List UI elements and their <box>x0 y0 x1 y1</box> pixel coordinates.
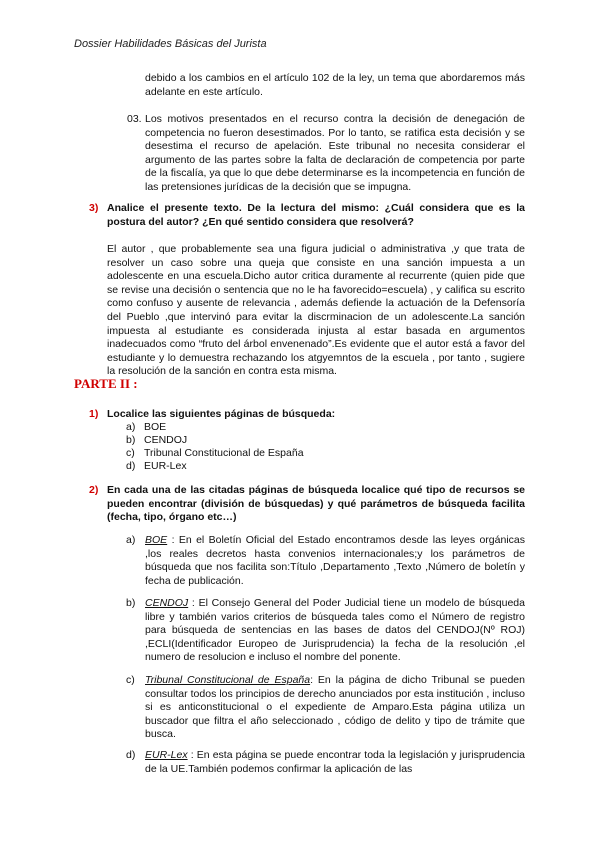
answer-d-label: d) <box>126 749 136 761</box>
list-item <box>126 421 166 435</box>
list-item <box>126 434 187 448</box>
question-1-number: 1) <box>89 408 99 420</box>
document-header: Dossier Habilidades Básicas del Jurista <box>74 38 267 50</box>
answer-a-text <box>145 534 525 588</box>
list-item-text: BOE <box>144 421 167 433</box>
list-item-text: CENDOJ <box>144 434 188 446</box>
list-item <box>126 447 304 461</box>
answer-b-body: : El Consejo General del Poder Judicial tiene un modelo de búsqueda libre y también varios criterios de búsqueda tales como el Número de registro para búsqueda de sentencias en las bases de datos del CENDOJ(Nº ROJ) ,ECLI(Identificador Europeo de Jurisprudencia) la fecha de la resolución ,el numero de resolucion e incluso el nombre del ponente. <box>145 597 525 664</box>
list-item-text: Tribunal Constitucional de España <box>144 447 304 459</box>
answer-c-text <box>145 674 525 742</box>
continuation-paragraph: debido a los cambios en el artículo 102 de la ley, un tema que abordaremos más adelante en este artículo. <box>145 72 525 98</box>
list-item-label: a) <box>126 421 136 433</box>
answer-a-body: : En el Boletín Oficial del Estado encontramos desde las leyes orgánicas ,los reales decretos hasta convenios internacionales;y los parámetros de búsqueda que nos facilita son:Título ,Departamento ,Texto ,Número de boletín y fecha de publicación. <box>145 534 525 587</box>
question-2-number: 2) <box>89 484 99 496</box>
item-03-text: Los motivos presentados en el recurso contra la decisión de denegación de competencia no fueron desestimados. Por lo tanto, se ratifica esta decisión y se desestima el recurso de apelación. Este tribunal no necesita considerar el argumento de las partes sobre la falta de declaración de competencia por parte de la fiscalía, ya que lo que debe determinarse es la incompetencia en función de las pretensiones jurídicas de la decisión que se impugna. <box>145 113 525 193</box>
question-3-number: 3) <box>89 202 99 214</box>
answer-b-label: b) <box>126 597 136 609</box>
answer-b-term: CENDOJ <box>145 597 189 609</box>
answer-b-text <box>145 597 525 665</box>
answer-d-term: EUR-Lex <box>145 749 188 761</box>
question-2-text: En cada una de las citadas páginas de búsqueda localice qué tipo de recursos se pueden encontrar (división de búsquedas) y qué parámetros de búsqueda facilita (fecha, tipo, órgano etc…) <box>107 484 525 524</box>
list-item-label: c) <box>126 447 135 459</box>
answer-a-term: BOE <box>145 534 168 546</box>
answer-d-text <box>145 749 525 776</box>
question-1-text: Localice las siguientes páginas de búsqueda: <box>107 408 336 420</box>
list-item <box>126 460 187 474</box>
parte-2-heading: PARTE II : <box>74 376 138 391</box>
answer-d-body: : En esta página se puede encontrar toda la legislación y jurisprudencia de la UE.También podemos confirmar la aplicación de las <box>145 749 525 775</box>
question-3-answer: El autor , que probablemente sea una figura judicial o administrativa ,y que trata de resolver un caso sobre una queja que consiste en una sanción impuesta a un adolescente en una escuela.Dicho autor critica duramente al recurrente (quien pide que se revise una decisión o sentencia que no le ha favorecido=escuela) , y califica su escrito como confuso y ausente de relevancia , además defiende la actuación de la Defensoría del Pueblo ,que intervinó para evitar la discrminacion de un adolescente.La sanción impuesta al estudiante es considerada injusta al estar basada en argumentos inadecuados como “fruto del árbol envenenado”.Es evidente que el autor está a favor del estudiante y lo demuestra rechazando los atgyemntos de la escuela , por tanto , sugiere la resolución de la sanción en contra esta misma. <box>107 243 525 378</box>
answer-c-term: Tribunal Constitucional de España <box>145 674 311 686</box>
answer-c-label: c) <box>126 674 135 686</box>
list-item-label: b) <box>126 434 136 446</box>
item-03-number: 03. <box>127 113 142 125</box>
answer-c-body: : En la página de dicho Tribunal se pueden consultar todos los principios de derecho anunciados por esta institución , incluso si es anticonstitucional o el expediente de Amparo.Esta página utiliza un buscador que filtra el año seleccionado , código de delito y tipo de trámite que busca. <box>145 674 525 741</box>
answer-a-label: a) <box>126 534 136 546</box>
question-3-text: Analice el presente texto. De la lectura del mismo: ¿Cuál considera que es la postura del autor? ¿En qué sentido considera que resolverá? <box>107 202 525 228</box>
list-item-label: d) <box>126 460 136 472</box>
list-item-text: EUR-Lex <box>144 460 187 472</box>
